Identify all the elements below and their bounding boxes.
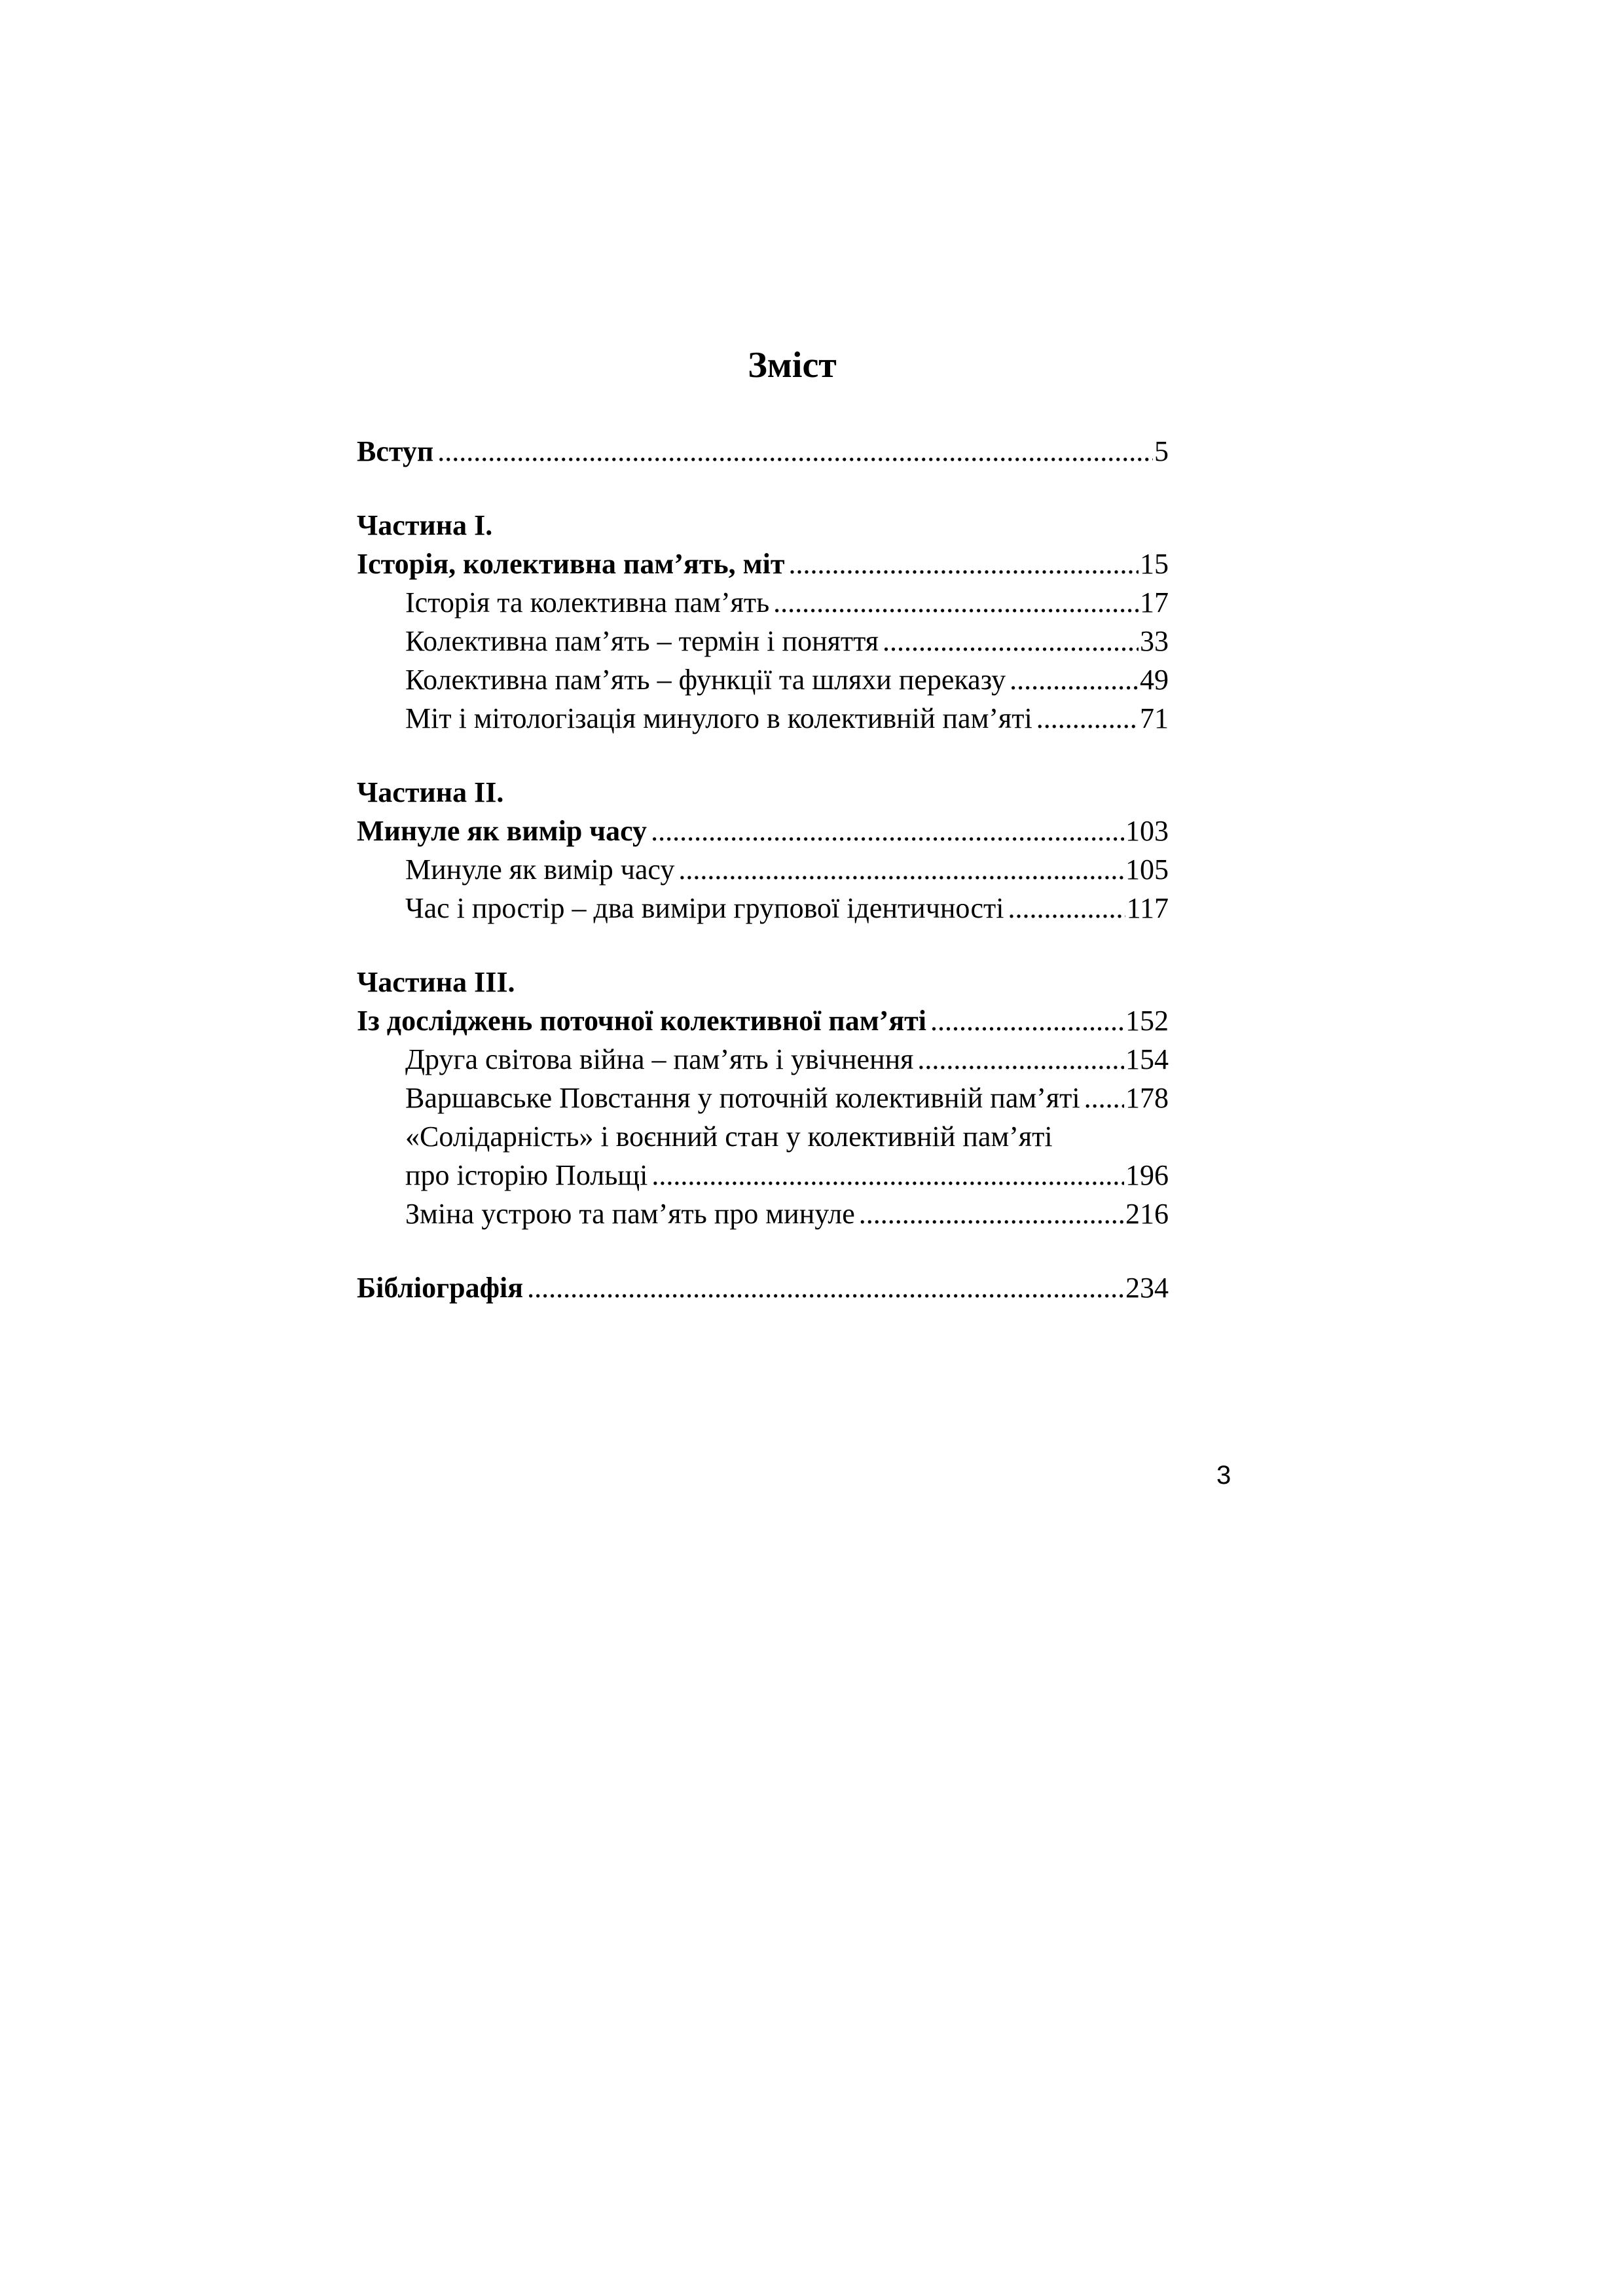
toc-entry-page: 178	[1125, 1082, 1169, 1114]
dot-leader	[789, 545, 1139, 583]
toc-entry-part-1-heading[interactable]	[357, 545, 1169, 583]
toc-entry-label: Минуле як вимір часу	[405, 850, 678, 889]
toc-entry-part-2-heading[interactable]	[357, 812, 1169, 850]
page-title: Зміст	[748, 345, 837, 386]
toc-entry[interactable]	[357, 1194, 1169, 1233]
toc-entry-page: 103	[1125, 815, 1169, 847]
toc-entry-label: Друга світова війна – пам’ять і увічнення	[405, 1040, 917, 1079]
toc-entry-label: Зміна устрою та пам’ять про минуле	[405, 1194, 859, 1233]
page-number: 3	[1216, 1461, 1231, 1490]
spacer	[357, 471, 1169, 506]
dot-leader	[883, 622, 1139, 660]
toc-entry-label: Минуле як вимір часу	[357, 812, 651, 850]
toc-entry-label: Вступ	[357, 432, 437, 471]
dot-leader	[930, 1001, 1124, 1040]
dot-leader	[773, 583, 1139, 622]
spacer	[357, 927, 1169, 963]
toc-entry-label: Із досліджень поточної колективної пам’яті	[357, 1001, 930, 1040]
dot-leader	[651, 1156, 1124, 1194]
dot-leader	[1010, 660, 1139, 699]
toc-entry[interactable]	[357, 1079, 1169, 1117]
toc-entry-label: Бібліографія	[357, 1268, 527, 1307]
toc-entry-label: про історію Польщі	[405, 1156, 651, 1194]
toc-entry[interactable]	[357, 850, 1169, 889]
toc-entry-page: 33	[1140, 625, 1169, 657]
toc-entry-page: 49	[1140, 664, 1169, 696]
toc-entry-intro[interactable]	[357, 432, 1169, 471]
toc-entry[interactable]	[357, 889, 1169, 927]
toc-entry-page: 71	[1140, 702, 1169, 734]
toc-entry-page: 5	[1154, 435, 1169, 467]
dot-leader	[917, 1040, 1124, 1079]
toc-entry-page: 152	[1125, 1005, 1169, 1037]
part-1-label: Частина I.	[357, 509, 493, 541]
dot-leader	[1036, 699, 1139, 738]
part-2-label: Частина II.	[357, 776, 504, 808]
dot-leader	[859, 1194, 1124, 1233]
table-of-contents	[357, 432, 1169, 1307]
dot-leader	[1084, 1079, 1124, 1117]
dot-leader	[651, 812, 1124, 850]
toc-entry-page: 196	[1125, 1159, 1169, 1191]
toc-entry-label: Історія, колективна пам’ять, міт	[357, 545, 789, 583]
toc-entry-label: Колективна пам’ять – функції та шляхи переказу	[405, 660, 1010, 699]
toc-entry-page: 117	[1126, 892, 1169, 924]
toc-entry-bibliography[interactable]	[357, 1268, 1169, 1307]
dot-leader	[678, 850, 1124, 889]
toc-entry-label: Варшавське Повстання у поточній колективній пам’яті	[405, 1079, 1084, 1117]
toc-entry[interactable]	[357, 1156, 1169, 1194]
toc-entry-label: Колективна пам’ять – термін і поняття	[405, 622, 883, 660]
spacer	[357, 1233, 1169, 1268]
toc-entry-line-1[interactable]: «Солідарність» і воєнний стан у колективній пам’яті	[405, 1121, 1053, 1153]
spacer	[357, 738, 1169, 773]
toc-entry-page: 234	[1125, 1272, 1169, 1304]
toc-entry-label: Історія та колективна пам’ять	[405, 583, 773, 622]
toc-entry[interactable]	[357, 583, 1169, 622]
toc-entry-label: Час і простір – два виміри групової ідентичності	[405, 889, 1008, 927]
toc-entry-page: 105	[1125, 853, 1169, 886]
dot-leader	[527, 1268, 1124, 1307]
part-3-label: Частина III.	[357, 966, 515, 998]
toc-entry-label: Міт і мітологізація минулого в колективній пам’яті	[405, 699, 1036, 738]
toc-entry[interactable]	[357, 1040, 1169, 1079]
toc-entry-page: 154	[1125, 1043, 1169, 1075]
toc-entry-part-3-heading[interactable]	[357, 1001, 1169, 1040]
dot-leader	[1008, 889, 1125, 927]
toc-entry[interactable]	[357, 660, 1169, 699]
toc-entry-page: 15	[1140, 548, 1169, 580]
toc-entry-page: 216	[1125, 1198, 1169, 1230]
toc-entry-page: 17	[1140, 586, 1169, 619]
toc-entry[interactable]	[357, 622, 1169, 660]
toc-entry[interactable]	[357, 699, 1169, 738]
dot-leader	[437, 432, 1153, 471]
